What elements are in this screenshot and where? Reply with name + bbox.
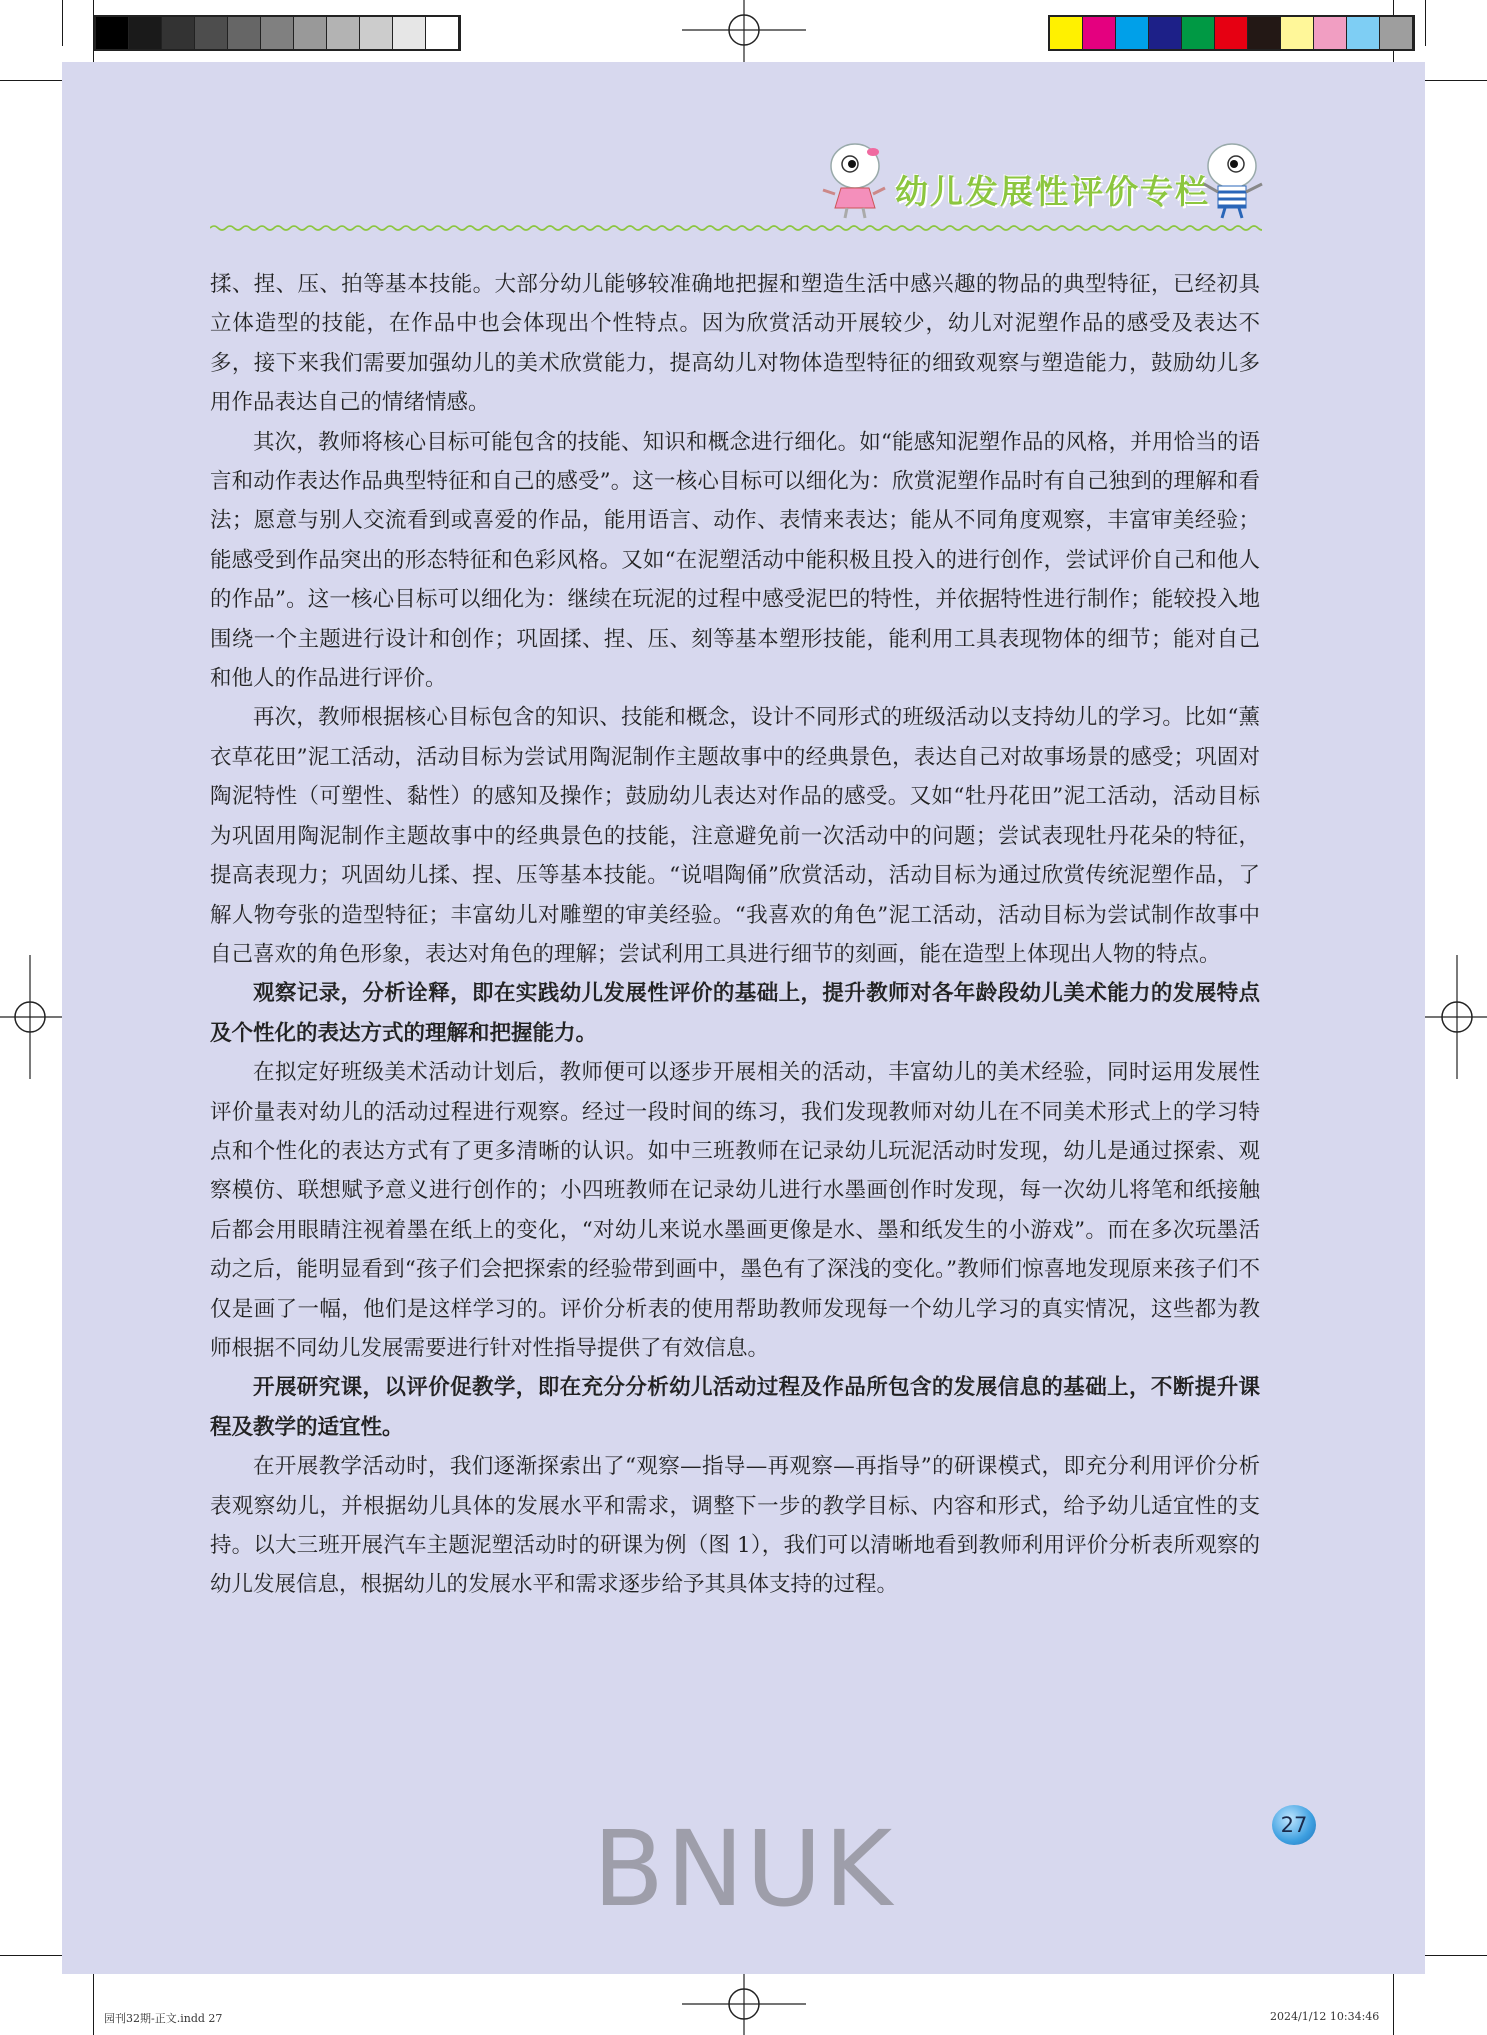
crop-mark xyxy=(93,1974,94,2035)
color-swatch xyxy=(1380,17,1413,49)
crop-mark xyxy=(1393,1974,1394,2035)
paragraph: 揉、捏、压、拍等基本技能。大部分幼儿能够较准确地把握和塑造生活中感兴趣的物品的典型特征，已经初具立体造型的技能，在作品中也会体现出个性特点。因为欣赏活动开展较少，幼儿对泥塑作品的感受及表达不多，接下来我们需要加强幼儿的美术欣赏能力，提高幼儿对物体造型特征的细致观察与塑造能力，鼓励幼儿多用作品表达自己的情绪情感。 xyxy=(210,272,1260,416)
column-title: 幼儿发展性评价专栏 xyxy=(895,172,1210,211)
article-body xyxy=(210,265,1260,1605)
color-swatch xyxy=(1314,17,1347,49)
color-swatch xyxy=(1149,17,1182,49)
paragraph: 再次，教师根据核心目标包含的知识、技能和概念，设计不同形式的班级活动以支持幼儿的学习。比如“薰衣草花田”泥工活动，活动目标为尝试用陶泥制作主题故事中的经典景色，表达自己对故事场景的感受；巩固对陶泥特性（可塑性、黏性）的感知及操作；鼓励幼儿表达对作品的感受。又如“牡丹花田”泥工活动，活动目标为巩固用陶泥制作主题故事中的经典景色的技能，注意避免前一次活动中的问题；尝试表现牡丹花朵的特征，提高表现力；巩固幼儿揉、捏、压等基本技能。“说唱陶俑”欣赏活动，活动目标为通过欣赏传统泥塑作品，了解人物夸张的造型特征；丰富幼儿对雕塑的审美经验。“我喜欢的角色”泥工活动，活动目标为尝试制作故事中自己喜欢的角色形象，表达对角色的理解；尝试利用工具进行细节的刻画，能在造型上体现出人物的特点。 xyxy=(210,705,1260,967)
crop-mark xyxy=(1425,80,1487,81)
crop-mark xyxy=(0,1955,62,1956)
crop-mark xyxy=(62,0,63,46)
registration-mark-bottom xyxy=(682,1974,806,2035)
registration-mark-top xyxy=(682,0,806,62)
page-number-badge: 27 xyxy=(1272,1805,1316,1845)
grayscale-color-bar xyxy=(94,15,461,51)
color-swatch xyxy=(1347,17,1380,49)
footer-file-info: 园刊32期-正文.indd 27 xyxy=(104,2012,223,2025)
grayscale-swatch xyxy=(327,17,360,49)
footer-timestamp: 2024/1/12 10:34:46 xyxy=(1270,2010,1380,2023)
grayscale-swatch xyxy=(96,17,129,49)
crop-mark xyxy=(1425,0,1426,46)
bold-heading-paragraph: 观察记录，分析诠释，即在实践幼儿发展性评价的基础上，提升教师对各年龄段幼儿美术能力的发展特点及个性化的表达方式的理解和把握能力。 xyxy=(210,981,1260,1046)
paragraph: 在拟定好班级美术活动计划后，教师便可以逐步开展相关的活动，丰富幼儿的美术经验，同时运用发展性评价量表对幼儿的活动过程进行观察。经过一段时间的练习，我们发现教师对幼儿在不同美术形式上的学习特点和个性化的表达方式有了更多清晰的认识。如中三班教师在记录幼儿玩泥活动时发现，幼儿是通过探索、观察模仿、联想赋予意义进行创作的；小四班教师在记录幼儿进行水墨画创作时发现，每一次幼儿将笔和纸接触后都会用眼睛注视着墨在纸上的变化，“对幼儿来说水墨画更像是水、墨和纸发生的小游戏”。而在多次玩墨活动之后，能明显看到“孩子们会把探索的经验带到画中，墨色有了深浅的变化。”教师们惊喜地发现原来孩子们不仅是画了一幅，他们是这样学习的。评价分析表的使用帮助教师发现每一个幼儿学习的真实情况，这些都为教师根据不同幼儿发展需要进行针对性指导提供了有效信息。 xyxy=(210,1060,1260,1361)
color-swatch xyxy=(1050,17,1083,49)
crop-mark xyxy=(1425,1955,1487,1956)
color-swatch xyxy=(1248,17,1281,49)
grayscale-swatch xyxy=(195,17,228,49)
grayscale-swatch xyxy=(426,17,459,49)
grayscale-swatch xyxy=(228,17,261,49)
color-swatch xyxy=(1182,17,1215,49)
grayscale-swatch xyxy=(162,17,195,49)
grayscale-swatch xyxy=(360,17,393,49)
registration-mark-left xyxy=(0,955,62,1079)
bold-heading-paragraph: 开展研究课，以评价促教学，即在充分分析幼儿活动过程及作品所包含的发展信息的基础上，不断提升课程及教学的适宜性。 xyxy=(210,1375,1260,1440)
grayscale-swatch xyxy=(294,17,327,49)
color-swatch xyxy=(1116,17,1149,49)
color-swatch xyxy=(1215,17,1248,49)
watermark: BNUK xyxy=(592,1808,895,1930)
color-swatch xyxy=(1281,17,1314,49)
registration-mark-right xyxy=(1425,955,1487,1079)
paragraph: 在开展教学活动时，我们逐渐探索出了“观察—指导—再观察—再指导”的研课模式，即充分利用评价分析表观察幼儿，并根据幼儿具体的发展水平和需求，调整下一步的教学目标、内容和形式，给予幼儿适宜性的支持。以大三班开展汽车主题泥塑活动时的研课为例（图 1），我们可以清晰地看到教师利用评价分析表所观察的幼儿发展信息，根据幼儿的发展水平和需求逐步给予其具体支持的过程。 xyxy=(210,1454,1260,1598)
grayscale-swatch xyxy=(261,17,294,49)
grayscale-swatch xyxy=(129,17,162,49)
mascot-boy-icon xyxy=(1192,138,1272,220)
color-swatch xyxy=(1083,17,1116,49)
wavy-divider xyxy=(210,222,1262,234)
grayscale-swatch xyxy=(393,17,426,49)
crop-mark xyxy=(0,80,62,81)
mascot-girl-icon xyxy=(815,138,895,220)
paragraph: 其次，教师将核心目标可能包含的技能、知识和概念进行细化。如“能感知泥塑作品的风格，并用恰当的语言和动作表达作品典型特征和自己的感受”。这一核心目标可以细化为：欣赏泥塑作品时有自己独到的理解和看法；愿意与别人交流看到或喜爱的作品，能用语言、动作、表情来表达；能从不同角度观察，丰富审美经验；能感受到作品突出的形态特征和色彩风格。又如“在泥塑活动中能积极且投入的进行创作，尝试评价自己和他人的作品”。这一核心目标可以细化为：继续在玩泥的过程中感受泥巴的特性，并依据特性进行制作；能较投入地围绕一个主题进行设计和创作；巩固揉、捏、压、刻等基本塑形技能，能利用工具表现物体的细节；能对自己和他人的作品进行评价。 xyxy=(210,429,1260,692)
process-color-bar xyxy=(1048,15,1415,51)
